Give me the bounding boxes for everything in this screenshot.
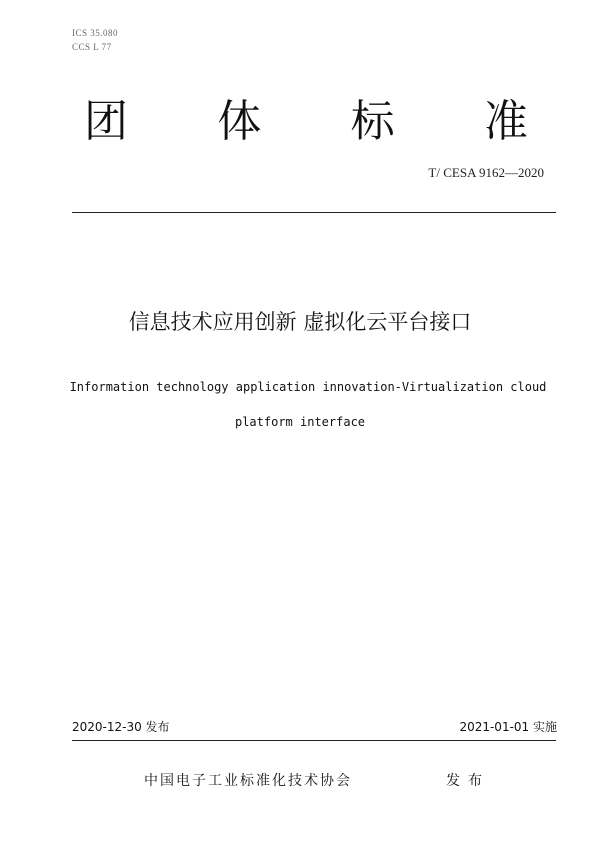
title-char: 团 <box>84 96 128 147</box>
ccs-code: CCS L 77 <box>72 42 112 52</box>
bottom-divider <box>72 740 556 741</box>
english-title-line-1: Information technology application innovation-Virtualization cloud <box>69 380 547 394</box>
title-char: 准 <box>483 96 528 147</box>
top-divider <box>72 212 556 213</box>
standard-number: T/ CESA 9162—2020 <box>428 165 544 180</box>
issue-date: 2020-12-30 发布 <box>72 720 170 734</box>
implementation-date: 2021-01-01 实施 <box>459 720 557 734</box>
publish-label: 发布 <box>446 773 490 789</box>
document-category-title <box>84 92 528 152</box>
title-char: 标 <box>350 96 395 147</box>
english-title-line-2: platform interface <box>234 415 366 429</box>
publisher-name: 中国电子工业标准化技术协会 <box>144 773 352 789</box>
chinese-title: 信息技术应用创新 虚拟化云平台接口 <box>128 310 472 334</box>
ics-code: ICS 35.080 <box>72 28 119 38</box>
title-char: 体 <box>217 96 262 147</box>
